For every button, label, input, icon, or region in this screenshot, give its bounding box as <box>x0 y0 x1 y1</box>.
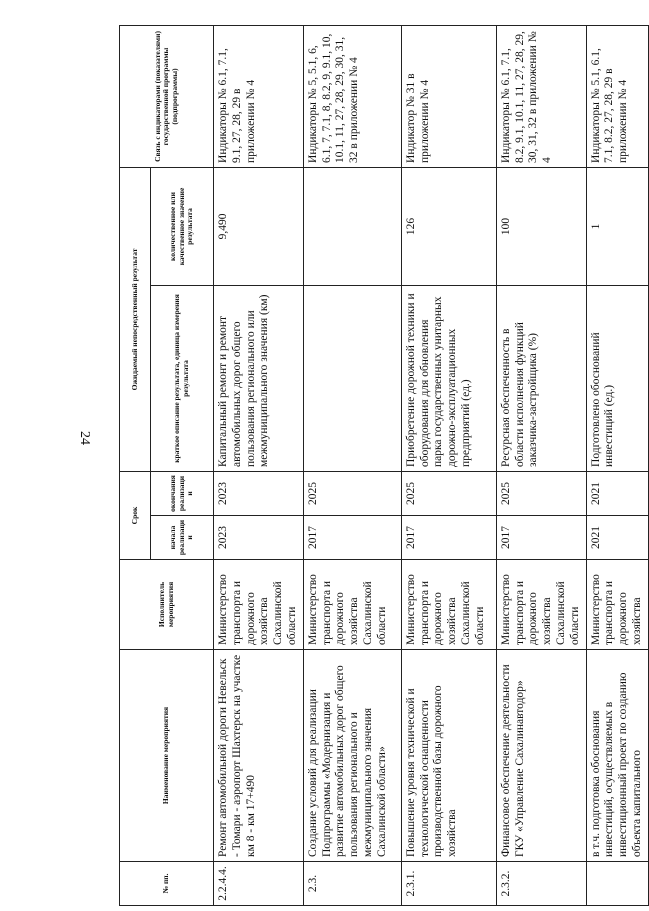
row-num: 2.2.4.4. <box>214 862 304 906</box>
header-term: Срок <box>120 471 151 559</box>
row-end: 2025 <box>496 471 586 515</box>
row-desc: Приобретение дорожной техники и оборудования для обновления парка государственных унитарных дорожно-эксплуатационных предприятий (ед.) <box>401 285 496 471</box>
header-result: Ожидаемый непосредственный результат <box>120 167 151 471</box>
row-desc: Подготовлено обоснований инвестиций (ед.) <box>586 285 648 471</box>
row-desc: Капитальный ремонт и ремонт автомобильных дорог общего пользования регионального или межмуниципального значения (км) <box>214 285 304 471</box>
row-name: Финансовое обеспечение деятельности ГКУ «Управление Сахалинавтодор» <box>496 650 586 862</box>
header-name: Наименование мероприятия <box>120 650 214 862</box>
header-executor: Исполнитель мероприятия <box>120 560 214 650</box>
rotated-table-wrapper <box>119 26 643 906</box>
table-row <box>303 25 401 905</box>
header-indicators: Связь с индикаторами (показателями) государственной программы (подпрограммы) <box>120 25 214 167</box>
row-indicators: Индикаторы № 6.1, 7.1, 8.2, 9.1, 10.1, 11, 27, 28, 29, 30, 31, 32 в приложении № 4 <box>496 25 586 167</box>
row-name: Повышение уровня технической и технологической оснащенности производственной базы дорожного хозяйства <box>401 650 496 862</box>
row-executor: Министерство транспорта и дорожного хозяйства Сахалинской области <box>401 560 496 650</box>
row-indicators: Индикаторы № 6.1, 7.1, 9.1, 27, 28, 29 в приложении № 4 <box>214 25 304 167</box>
row-value: 126 <box>401 167 496 285</box>
row-end: 2025 <box>303 471 401 515</box>
row-indicators: Индикаторы № 5, 5.1, 6, 6.1, 7, 7.1, 8, 8.2, 9, 9.1, 10, 10.1, 11, 27, 28, 29, 30, 31, 32 в приложении № 4 <box>303 25 401 167</box>
row-value <box>303 167 401 285</box>
row-name: в т.ч. подготовка обоснования инвестиций, осуществляемых в инвестиционный проект по созданию объекта капитального <box>586 650 648 862</box>
row-desc <box>303 285 401 471</box>
row-num: 2.3. <box>303 862 401 906</box>
header-result-value: количественное или качественное значение результата <box>151 167 214 285</box>
measures-table <box>119 25 649 906</box>
row-executor: Министерство транспорта и дорожного хозяйства <box>586 560 648 650</box>
row-name: Ремонт автомобильной дороги Невельск - Томари - аэропорт Шахтерск на участке км 8 - км 17+490 <box>214 650 304 862</box>
table-row <box>496 25 586 905</box>
row-end: 2025 <box>401 471 496 515</box>
row-name: Создание условий для реализации Подпрограммы «Модернизация и развитие автомобильных дорог общего пользования регионального и межмуниципального значения Сахалинской области» <box>303 650 401 862</box>
header-term-end: окончания реализации <box>151 471 214 515</box>
row-desc: Ресурсная обеспеченность в области исполнения функций заказчика-застройщика (%) <box>496 285 586 471</box>
row-end: 2023 <box>214 471 304 515</box>
page-number: 24 <box>77 431 92 445</box>
row-executor: Министерство транспорта и дорожного хозяйства Сахалинской области <box>496 560 586 650</box>
header-result-desc: краткое описание результата, единица измерения результата <box>151 285 214 471</box>
row-num <box>586 862 648 906</box>
row-indicators: Индикаторы № 5.1, 6.1, 7.1, 8.2, 27, 28, 29 в приложении № 4 <box>586 25 648 167</box>
table-row <box>214 25 304 905</box>
table-row <box>586 25 648 905</box>
row-executor: Министерство транспорта и дорожного хозяйства Сахалинской области <box>303 560 401 650</box>
header-num: № пп. <box>120 862 214 906</box>
row-num: 2.3.2. <box>496 862 586 906</box>
row-value: 100 <box>496 167 586 285</box>
row-start: 2021 <box>586 516 648 560</box>
row-start: 2017 <box>401 516 496 560</box>
row-start: 2017 <box>303 516 401 560</box>
table-row <box>401 25 496 905</box>
header-term-start: начала реализации <box>151 516 214 560</box>
row-start: 2023 <box>214 516 304 560</box>
row-value: 9,490 <box>214 167 304 285</box>
row-num: 2.3.1. <box>401 862 496 906</box>
row-executor: Министерство транспорта и дорожного хозяйства Сахалинской области <box>214 560 304 650</box>
row-end: 2021 <box>586 471 648 515</box>
row-indicators: Индикатор № 31 в приложении № 4 <box>401 25 496 167</box>
row-start: 2017 <box>496 516 586 560</box>
row-value: 1 <box>586 167 648 285</box>
